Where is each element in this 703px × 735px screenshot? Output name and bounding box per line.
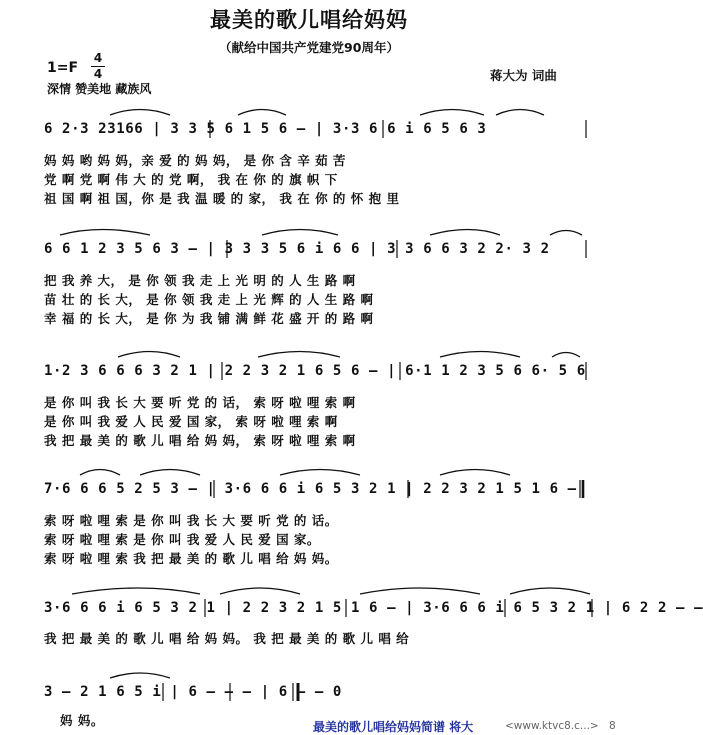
lyric-line: 是 你 叫 我 爱 人 民 爱 国 家， 索 呀 啦 哩 索 啊 bbox=[44, 414, 338, 429]
lyric-line: 我 把 最 美 的 歌 儿 唱 给 妈 妈。 我 把 最 美 的 歌 儿 唱 给 bbox=[44, 631, 410, 646]
expression-marking: 深情 赞美地 藏族风 bbox=[47, 82, 152, 96]
lyric-line: 苗 壮 的 长 大， 是 你 领 我 走 上 光 辉 的 人 生 路 啊 bbox=[44, 292, 374, 307]
credits: 蒋大为 词曲 bbox=[490, 68, 557, 83]
notation-line: 6 2·3 23166 | 3 3 5 6 1 5 6 – | 3·3 6 6 i 6 5 6 3 bbox=[44, 121, 487, 137]
lyric-line: 把 我 养 大， 是 你 领 我 走 上 光 明 的 人 生 路 啊 bbox=[44, 273, 356, 288]
lyric-line: 幸 福 的 长 大， 是 你 为 我 铺 满 鲜 花 盛 开 的 路 啊 bbox=[44, 311, 374, 326]
notation-line: 6 6 1 2 3 5 6 3 – | 3 3 3 5 6 i 6 6 | 3 3 6 6 3 2 2· 3 2 bbox=[44, 241, 550, 257]
footer-song-link[interactable]: 最美的歌儿唱给妈妈简谱 将大 bbox=[313, 720, 474, 734]
lyric-line: 我 把 最 美 的 歌 儿 唱 给 妈 妈， 索 呀 啦 哩 索 啊 bbox=[44, 433, 356, 448]
footer-url: <www.ktvc8.c...> bbox=[505, 720, 599, 732]
notation-line: 7·6 6 6 5 2 5 3 – | 3·6 6 6 i 6 5 3 2 1 | 2 2 3 2 1 5 1 6 – bbox=[44, 481, 577, 497]
lyric-line: 索 呀 啦 哩 索 是 你 叫 我 长 大 要 听 党 的 话。 bbox=[44, 513, 338, 528]
lyric-line: 索 呀 啦 哩 索 是 你 叫 我 爱 人 民 爱 国 家。 bbox=[44, 532, 320, 547]
notation-line: 1·2 3 6 6 6 3 2 1 | 2 2 3 2 1 6 5 6 – | 6·1 1 2 3 5 6 6· 5 6 bbox=[44, 363, 586, 379]
notation-line: 3 – 2 1 6 5 i | 6 – – – | 6 – – 0 bbox=[44, 684, 342, 700]
lyric-line: 党 啊 党 啊 伟 大 的 党 啊， 我 在 你 的 旗 帜 下 bbox=[44, 172, 338, 187]
page-number: 8 bbox=[609, 720, 616, 732]
time-signature-bottom: 4 bbox=[93, 67, 103, 81]
song-subtitle: （献给中国共产党建党90周年） bbox=[219, 40, 399, 55]
key-signature: 1=F bbox=[47, 60, 79, 76]
lyric-line: 索 呀 啦 哩 索 我 把 最 美 的 歌 儿 唱 给 妈 妈。 bbox=[44, 551, 338, 566]
lyric-line: 祖 国 啊 祖 国，你 是 我 温 暖 的 家， 我 在 你 的 怀 抱 里 bbox=[44, 191, 400, 206]
song-title: 最美的歌儿唱给妈妈 bbox=[210, 8, 408, 32]
notation-line: 3·6 6 6 i 6 5 3 2 1 | 2 2 3 2 1 5 1 6 – | 3·6 6 6 i 6 5 3 2 1 | 6 2 2 – – bbox=[44, 600, 703, 616]
lyric-line: 是 你 叫 我 长 大 要 听 党 的 话， 索 呀 啦 哩 索 啊 bbox=[44, 395, 356, 410]
lyric-line: 妈 妈。 bbox=[60, 713, 104, 728]
time-signature-top: 4 bbox=[93, 51, 103, 65]
lyric-line: 妈 妈 哟 妈 妈，亲 爱 的 妈 妈， 是 你 含 辛 茹 苦 bbox=[44, 153, 346, 168]
